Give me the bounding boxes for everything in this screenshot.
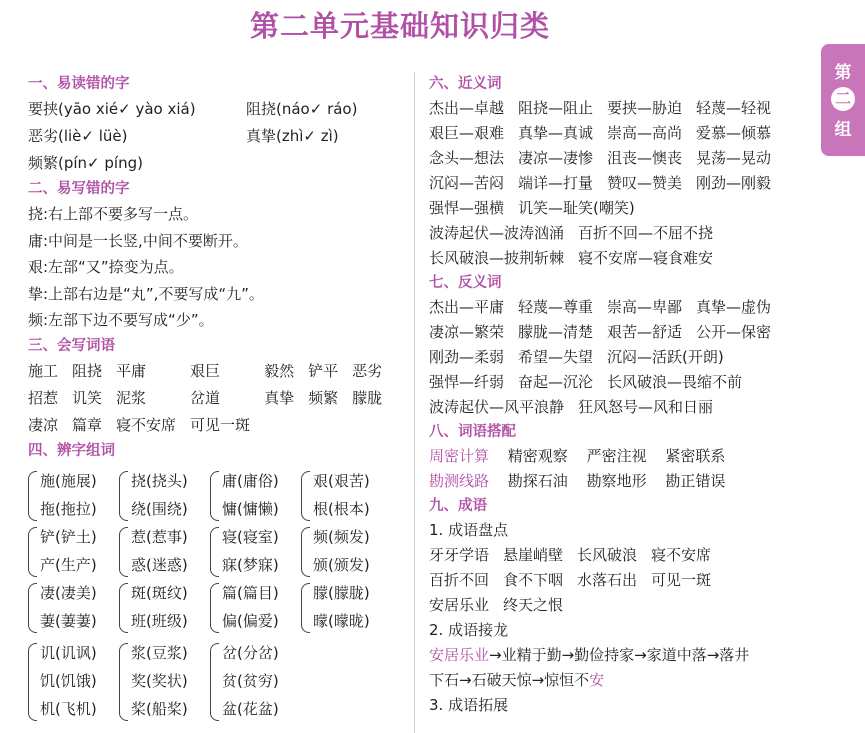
antonym-pair: 长风破浪—畏缩不前	[607, 373, 743, 391]
char-word: 盆(花盆)	[222, 699, 279, 718]
antonym-pair: 朦胧—清楚	[518, 323, 594, 341]
miswrite-line: 庸:中间是一长竖,中间不要断开。	[28, 231, 248, 250]
char-word: 挠(挠头)	[131, 471, 188, 490]
misread-item: 要挟(yāo xié✓ yào xiá)	[28, 100, 196, 118]
idiom-pair: 牙牙学语	[429, 546, 490, 564]
vocab-word: 寝不安席	[116, 415, 177, 434]
misread-item	[246, 150, 396, 177]
synonym-pair: 强悍—强横	[429, 199, 505, 217]
right-column	[429, 72, 824, 718]
char-word: 寝(寝室)	[222, 527, 279, 546]
char-word: 斑(斑纹)	[131, 583, 188, 602]
antonym-pair: 杰出—平庸	[429, 298, 505, 316]
char-word: 惑(迷惑)	[131, 555, 188, 574]
char-word: 浆(豆浆)	[131, 643, 188, 662]
char-word: 寐(梦寐)	[222, 555, 279, 574]
antonym-pair: 刚劲—柔弱	[429, 348, 505, 366]
idiom-row	[429, 543, 824, 568]
antonym-pair: 狂风怒号—风和日丽	[578, 398, 714, 416]
tab-text-1: 第	[834, 63, 852, 83]
collocation-row	[429, 444, 824, 469]
chain-text: →业精于勤→勤俭持家→家道中落→落井	[489, 646, 750, 664]
char-word: 萋(萋萋)	[40, 611, 97, 630]
brace	[28, 527, 37, 577]
char-word: 产(生产)	[40, 555, 97, 574]
char-word: 曚(曚昽)	[313, 611, 370, 630]
antonym-row	[429, 295, 824, 320]
idiom-pair: 可见一斑	[651, 571, 712, 589]
char-group	[28, 639, 119, 723]
vocab-grid	[28, 358, 408, 439]
synonym-pair: 沉闷—苦闷	[429, 174, 505, 192]
char-group	[119, 579, 210, 635]
synonym-pair: 凄凉—凄惨	[518, 149, 594, 167]
synonym-pair: 沮丧—懊丧	[607, 149, 683, 167]
char-word: 慵(慵懒)	[222, 499, 279, 518]
synonym-pair: 波涛起伏—波涛汹涌	[429, 224, 565, 242]
vocab-word: 泥浆	[116, 388, 147, 407]
char-word: 铲(铲土)	[40, 527, 97, 546]
section-heading: 一、易读错的字	[28, 76, 130, 92]
idiom-chain	[429, 668, 824, 693]
antonym-row	[429, 395, 824, 420]
antonym-pair: 艰苦—舒适	[607, 323, 683, 341]
synonym-pair: 讥笑—耻笑(嘲笑)	[518, 199, 635, 217]
antonym-row	[429, 345, 824, 370]
column-divider	[414, 72, 415, 733]
synonym-pair: 真挚—真诚	[518, 124, 594, 142]
brace	[210, 583, 219, 633]
brace	[28, 471, 37, 521]
collocation-item: 紧密联系	[665, 447, 726, 465]
char-group	[301, 523, 392, 579]
synonym-pair: 赞叹—赞美	[607, 174, 683, 192]
synonym-row	[429, 146, 824, 171]
vocab-word: 阻挠	[72, 361, 103, 380]
idiom-pair: 百折不回	[429, 571, 490, 589]
synonym-pair: 长风破浪—披荆斩棘	[429, 249, 565, 267]
collocation-item: 勘探石油	[507, 472, 568, 490]
char-word: 拖(拖拉)	[40, 499, 97, 518]
idiom-row	[429, 593, 824, 618]
idiom-pair: 终天之恨	[503, 596, 564, 614]
brace	[210, 471, 219, 521]
vocab-word: 铲平	[308, 361, 339, 380]
char-word: 施(施展)	[40, 471, 97, 490]
antonym-pair: 波涛起伏—风平浪静	[429, 398, 565, 416]
brace	[28, 583, 37, 633]
chain-start: 安居乐业	[429, 646, 490, 664]
vocab-word: 毅然	[264, 361, 295, 380]
synonym-pair: 阻挠—阻止	[518, 99, 594, 117]
char-group	[210, 523, 301, 579]
brace	[301, 527, 310, 577]
misread-item: 真挚(zhì✓ zì)	[246, 127, 339, 145]
antonym-pair: 公开—保密	[696, 323, 772, 341]
brace	[301, 583, 310, 633]
tab-text-3: 组	[834, 120, 852, 140]
idiom-pair: 寝不安席	[651, 546, 712, 564]
subsection-heading: 3. 成语拓展	[429, 696, 509, 714]
misread-list	[28, 96, 408, 177]
vocab-word: 凄凉	[28, 415, 59, 434]
char-group	[28, 523, 119, 579]
vocab-word: 平庸	[116, 361, 147, 380]
char-word: 频(频发)	[313, 527, 370, 546]
char-group	[210, 579, 301, 635]
chain-end: 安	[589, 671, 605, 689]
brace	[28, 643, 37, 721]
brace	[119, 471, 128, 521]
collocation-item: 勘察地形	[586, 472, 647, 490]
collocation-key: 周密计算	[429, 447, 490, 465]
miswrite-line: 挠:右上部不要多写一点。	[28, 205, 199, 223]
antonym-pair: 沉闷—活跃(开朗)	[607, 348, 724, 366]
tab-number: 二	[831, 87, 855, 111]
idiom-pair: 安居乐业	[429, 596, 490, 614]
idiom-list	[429, 543, 824, 618]
synonym-pair: 艰巨—艰难	[429, 124, 505, 142]
brace	[210, 643, 219, 721]
vocab-word: 招惹	[28, 388, 59, 407]
chain-text: 下石→石破天惊→惊恒不	[429, 671, 590, 689]
brace	[119, 527, 128, 577]
vocab-word: 岔道	[190, 388, 221, 407]
synonym-pair: 晃荡—晃动	[696, 149, 772, 167]
char-group-grid	[28, 467, 408, 635]
brace	[210, 527, 219, 577]
char-group	[28, 467, 119, 523]
section-heading: 四、辨字组词	[28, 442, 115, 459]
synonym-pair: 百折不回—不屈不挠	[578, 224, 714, 242]
char-group	[28, 579, 119, 635]
char-word: 讥(讥讽)	[40, 643, 97, 662]
synonym-row	[429, 221, 824, 246]
section-heading: 九、成语	[429, 498, 487, 514]
idiom-pair: 食不下咽	[503, 571, 564, 589]
subsection-heading: 1. 成语盘点	[429, 521, 509, 539]
char-group	[119, 523, 210, 579]
char-word: 偏(偏爱)	[222, 611, 279, 630]
antonym-pair: 崇高—卑鄙	[607, 298, 683, 316]
section-heading: 六、近义词	[429, 76, 502, 92]
synonym-row	[429, 121, 824, 146]
char-word: 奖(奖状)	[131, 671, 188, 690]
char-group	[210, 467, 301, 523]
misread-item: 频繁(pín✓ píng)	[28, 154, 143, 172]
vocab-word: 篇章	[72, 415, 103, 434]
antonym-row	[429, 320, 824, 345]
synonym-pair: 杰出—卓越	[429, 99, 505, 117]
synonym-row	[429, 246, 824, 271]
miswrite-line: 挚:上部右边是“丸”,不要写成“九”。	[28, 284, 264, 303]
char-word: 惹(惹事)	[131, 527, 188, 546]
brace	[301, 471, 310, 521]
collocation-item: 严密注视	[586, 447, 647, 465]
char-word: 班(班级)	[131, 611, 188, 630]
page-title: 第二单元基础知识归类	[249, 9, 550, 43]
unit-tab	[821, 44, 865, 156]
section-heading: 二、易写错的字	[28, 181, 130, 197]
char-group	[210, 639, 301, 723]
synonym-pair: 刚劲—刚毅	[696, 174, 772, 192]
char-word: 岔(分岔)	[222, 643, 279, 662]
char-word: 凄(凄美)	[40, 583, 97, 602]
miswrite-line: 艰:左部“又”捺变为点。	[28, 258, 184, 276]
miswrite-line: 频:左部下边不要写成“少”。	[28, 311, 214, 329]
collocation-item: 勘正错误	[665, 472, 726, 490]
idiom-pair: 长风破浪	[577, 546, 638, 564]
synonym-pair: 轻蔑—轻视	[696, 99, 772, 117]
antonym-pair: 奋起—沉沦	[518, 373, 594, 391]
misread-item: 阻挠(náo✓ ráo)	[246, 100, 358, 118]
synonym-pair: 爱慕—倾慕	[696, 124, 772, 142]
idiom-pair: 水落石出	[577, 571, 638, 589]
section-heading: 七、反义词	[429, 275, 502, 291]
vocab-word: 施工	[28, 361, 59, 380]
brace	[119, 643, 128, 721]
char-word: 朦(朦胧)	[313, 583, 370, 602]
subsection-heading: 2. 成语接龙	[429, 621, 509, 639]
char-word: 桨(船桨)	[131, 699, 188, 718]
synonym-pair: 端详—打量	[518, 174, 594, 192]
synonym-pair: 要挟—胁迫	[607, 99, 683, 117]
char-word: 篇(篇目)	[222, 583, 279, 602]
synonym-row	[429, 96, 824, 121]
char-group	[119, 467, 210, 523]
char-word: 根(根本)	[313, 499, 370, 518]
synonym-pair: 念头—想法	[429, 149, 505, 167]
vocab-word: 朦胧	[352, 388, 383, 407]
vocab-word: 艰巨	[190, 361, 221, 380]
vocab-word: 可见一斑	[190, 415, 251, 434]
char-group	[301, 579, 392, 635]
idiom-row	[429, 568, 824, 593]
antonym-pair: 凄凉—繁荣	[429, 323, 505, 341]
char-word: 绕(围绕)	[131, 499, 188, 518]
left-column	[28, 72, 408, 723]
idiom-chain	[429, 643, 824, 668]
antonym-pair: 真挚—虚伪	[696, 298, 772, 316]
section-heading: 三、会写词语	[28, 337, 115, 354]
collocation-key: 勘测线路	[429, 472, 490, 490]
char-group	[301, 467, 392, 523]
char-word: 艰(艰苦)	[313, 471, 370, 490]
collocation-item: 精密观察	[507, 447, 568, 465]
char-word: 颁(颁发)	[313, 555, 370, 574]
antonym-row	[429, 370, 824, 395]
brace	[119, 583, 128, 633]
antonym-list	[429, 295, 824, 420]
antonym-pair: 希望—失望	[518, 348, 594, 366]
synonym-row	[429, 171, 824, 196]
synonym-pair: 寝不安席—寝食难安	[578, 249, 714, 267]
char-group	[119, 639, 210, 723]
synonym-list	[429, 96, 824, 271]
vocab-word: 真挚	[264, 388, 295, 407]
char-word: 贫(贫穷)	[222, 671, 279, 690]
char-word: 庸(庸俗)	[222, 471, 279, 490]
antonym-pair: 强悍—纤弱	[429, 373, 505, 391]
collocation-row	[429, 469, 824, 494]
idiom-pair: 悬崖峭壁	[503, 546, 564, 564]
char-group-grid-3	[28, 639, 408, 723]
synonym-row	[429, 196, 824, 221]
vocab-word: 讥笑	[72, 388, 103, 407]
misread-item: 恶劣(liè✓ lüè)	[28, 127, 128, 145]
char-word: 饥(饥饿)	[40, 671, 97, 690]
antonym-pair: 轻蔑—尊重	[518, 298, 594, 316]
section-heading: 八、词语搭配	[429, 424, 516, 440]
vocab-word: 恶劣	[352, 361, 383, 380]
vocab-word: 频繁	[308, 388, 339, 407]
synonym-pair: 崇高—高尚	[607, 124, 683, 142]
char-word: 机(飞机)	[40, 699, 97, 718]
